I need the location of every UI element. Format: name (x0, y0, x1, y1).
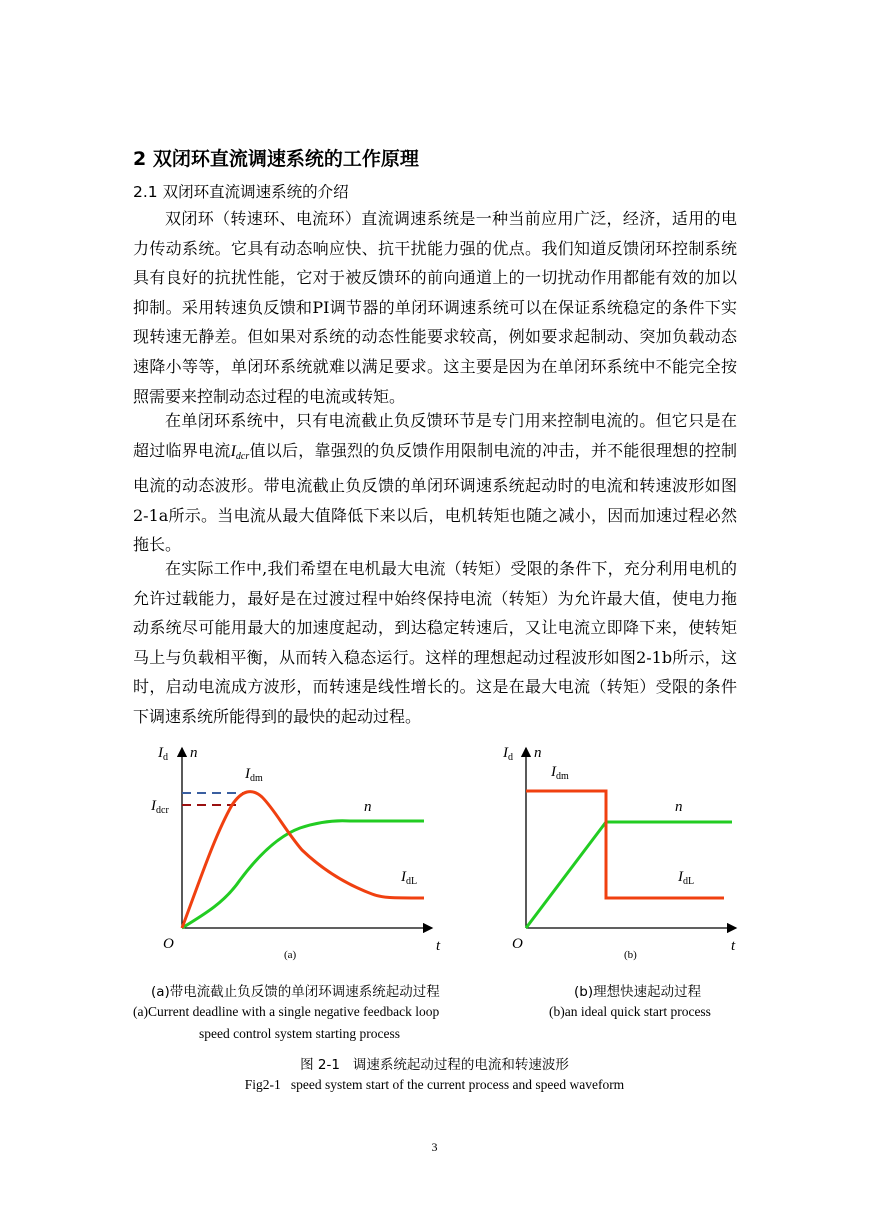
panel-a (150, 745, 441, 961)
panel-b (502, 745, 736, 961)
panel-b-x-label: t (731, 938, 736, 954)
idcr-symbol: I (230, 442, 236, 460)
panel-b-label-idm: Idm (551, 764, 569, 782)
panel-a-label-idm: Idm (245, 766, 263, 784)
panel-b-origin: O (512, 936, 523, 952)
idcr-symbol-sub: dcr (235, 450, 250, 462)
panel-b-caption-cn: (b)理想快速起动过程 (574, 984, 702, 1000)
panel-b-label-n: n (675, 799, 683, 815)
panel-b-tag: (b) (624, 949, 637, 961)
panel-a-current-curve (182, 792, 424, 928)
panel-a-speed-curve (182, 821, 424, 928)
panel-a-y-label-n: n (190, 745, 198, 761)
figure-title-cn: 图 2-1 调速系统起动过程的电流和转速波形 (300, 1057, 569, 1073)
panel-a-caption-cn: (a)带电流截止负反馈的单闭环调速系统起动过程 (151, 984, 440, 1000)
panel-b-current-curve (526, 791, 724, 898)
panel-b-speed-curve (526, 822, 732, 928)
panel-a-y-label: Id (158, 745, 168, 763)
figure-title-en: Fig2-1 speed system start of the current process and speed waveform (244, 1077, 625, 1092)
panel-a-caption-en-line1: (a)Current deadline with a single negative feedback loop (133, 1004, 440, 1019)
page-number: 3 (431, 1140, 438, 1154)
panel-a-tag: (a) (284, 949, 297, 961)
panel-a-x-label: t (436, 938, 441, 954)
panel-a-origin: O (163, 936, 174, 952)
panel-a-label-idl: IdL (401, 869, 418, 887)
panel-a-label-n: n (364, 799, 372, 815)
section-heading: 2 双闭环直流调速系统的工作原理 (133, 148, 419, 170)
panel-b-y-label-n: n (534, 745, 542, 761)
paragraph-2-before: 在单闭环系统中，只有电流截止负反馈环节是专门用来控制电流的。但它只是在超过临界电流 (133, 411, 737, 460)
paragraph-3: 在实际工作中,我们希望在电机最大电流（转矩）受限的条件下，充分利用电机的允许过载能力，最好是在过渡过程中始终保持电流（转矩）为允许最大值，使电力拖动系统尽可能用最大的加速度起动，到达稳定转速后，又让电流立即降下来，使转矩马上与负载相平衡，从而转入稳态运行。这样的理想起动过程波形如图2-1b所示，这时，启动电流成方波形，而转速是线性增长的。这是在最大电流（转矩）受限的条件下调速系统所能得到的最快的起动过程。 (133, 559, 737, 726)
panel-b-caption-en: (b)an ideal quick start process (549, 1004, 711, 1019)
paragraph-1: 双闭环（转速环、电流环）直流调速系统是一种当前应用广泛，经济，适用的电力传动系统。它具有动态响应快、抗干扰能力强的优点。我们知道反馈闭环控制系统具有良好的抗扰性能，它对于被反馈环的前向通道上的一切扰动作用都能有效的加以抑制。采用转速负反馈和PI调节器的单闭环调速系统可以在保证系统稳定的条件下实现转速无静差。但如果对系统的动态性能要求较高，例如要求起制动、突加负载动态速降小等等，单闭环系统就难以满足要求。这主要是因为在单闭环系统中不能完全按照需要来控制动态过程的电流或转矩。 (133, 209, 737, 406)
panel-a-caption-en-line2: speed control system starting process (199, 1026, 400, 1041)
subsection-heading: 2.1 双闭环直流调速系统的介绍 (133, 183, 349, 201)
panel-b-label-idl: IdL (678, 869, 695, 887)
panel-a-label-idcr: Idcr (151, 798, 169, 816)
panel-b-y-label: Id (503, 745, 513, 763)
paragraph-2-after: 值以后，靠强烈的负反馈作用限制电流的冲击，并不能很理想的控制电流的动态波形。带电流截止负反馈的单闭环调速系统起动时的电流和转速波形如图2-1a所示。当电流从最大值降低下来以后，电机转矩也随之减小，因而加速过程必然拖长。 (133, 440, 737, 555)
